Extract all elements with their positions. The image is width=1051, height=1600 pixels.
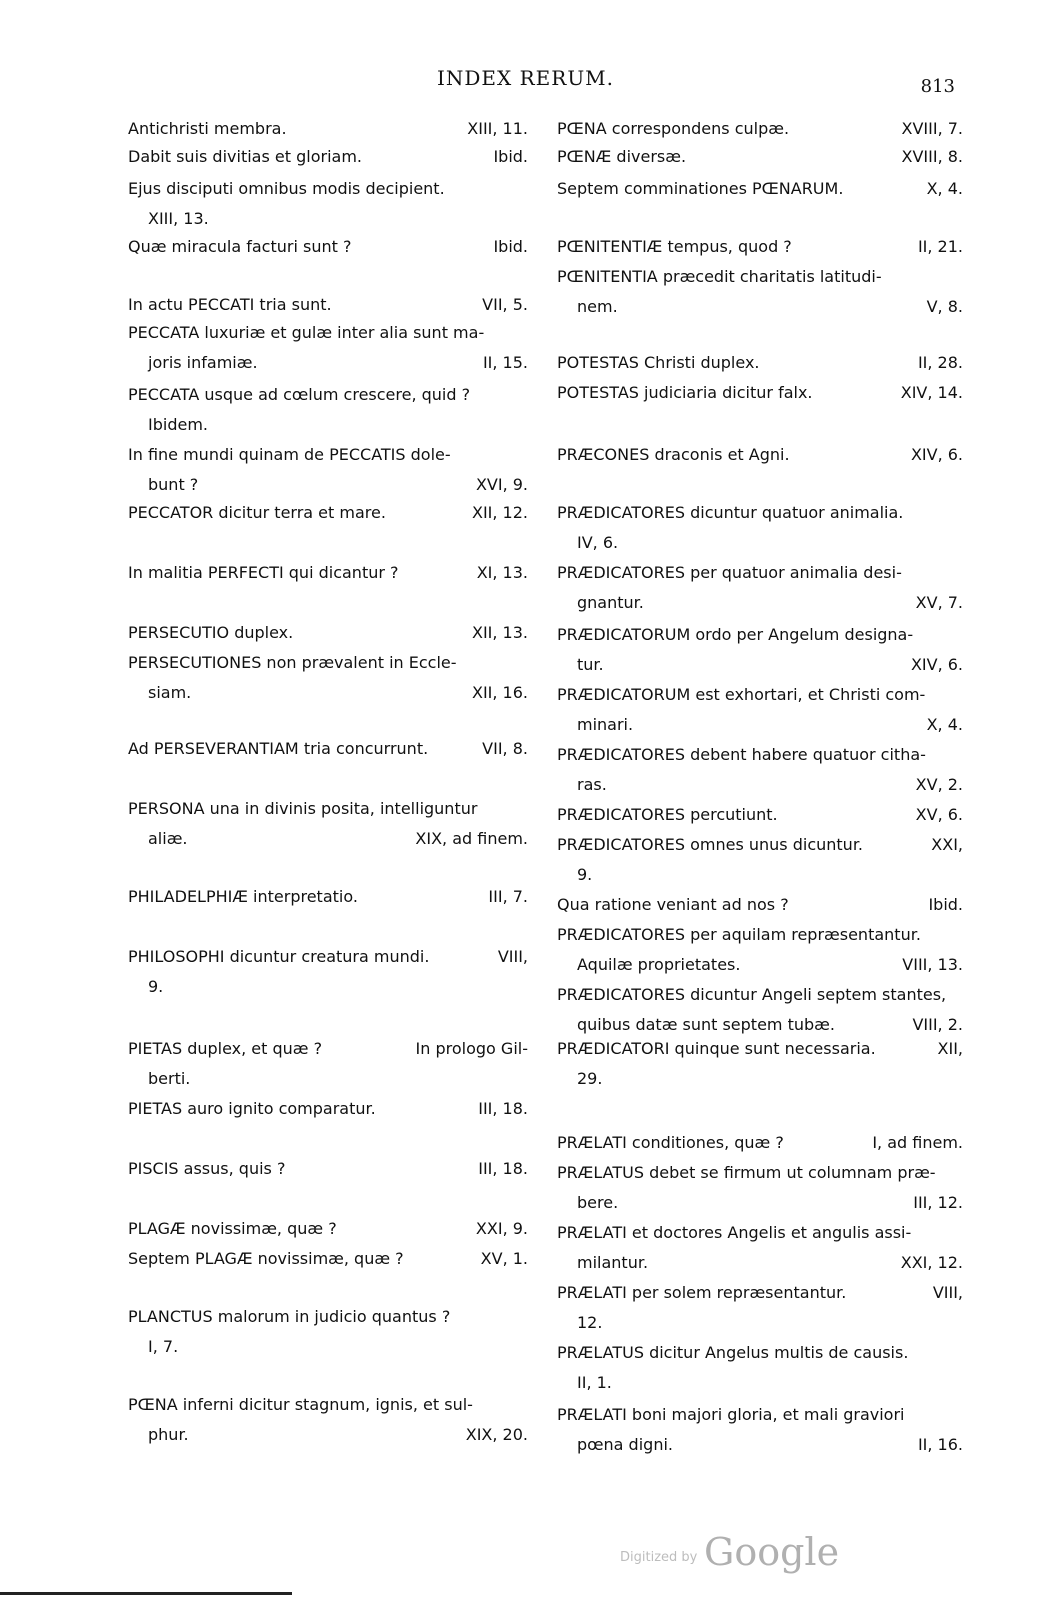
entry-text: PRÆLATI boni majori gloria, et mali graviori — [557, 1405, 905, 1424]
entry-text: PRÆLATUS dicitur Angelus multis de causis. — [557, 1343, 909, 1362]
index-entry — [557, 142, 963, 172]
entry-text: PRÆDICATORES debent habere quatuor citha- — [557, 745, 926, 764]
entry-continuation-text: 12. — [577, 1313, 603, 1332]
entry-continuation-text: II, 1. — [577, 1373, 612, 1392]
index-entry — [128, 380, 528, 440]
entry-text: PECCATA luxuriæ et gulæ inter alia sunt ma- — [128, 323, 485, 342]
entry-continuation — [557, 650, 963, 680]
entry-reference: III, 18. — [478, 1099, 528, 1118]
entry-reference: XV, 7. — [915, 593, 963, 612]
entry-reference: I, ad finem. — [872, 1133, 963, 1152]
entry-continuation — [557, 588, 963, 618]
entry-text: Quæ miracula facturi sunt ? — [128, 237, 352, 256]
entry-reference: II, 16. — [917, 1435, 963, 1454]
index-entry — [128, 648, 528, 708]
entry-text: PRÆDICATORUM ordo per Angelum designa- — [557, 625, 914, 644]
index-entry — [557, 800, 963, 830]
index-entry — [557, 1218, 963, 1278]
index-entry — [557, 920, 963, 980]
index-entry — [557, 174, 963, 204]
index-entry — [128, 174, 528, 234]
index-entry — [557, 558, 963, 618]
entry-reference: II, 28. — [917, 353, 963, 372]
index-entry — [557, 378, 963, 408]
digitized-watermark — [620, 1530, 840, 1580]
entry-text: PHILOSOPHI dicuntur creatura mundi. — [128, 947, 430, 966]
entry-continuation-text: IV, 6. — [577, 533, 619, 552]
entry-reference: III, 12. — [913, 1193, 963, 1212]
entry-reference: XVI, 9. — [475, 475, 528, 494]
entry-continuation — [557, 528, 963, 558]
entry-reference: Ibid. — [493, 237, 528, 256]
entry-continuation — [128, 204, 528, 234]
entry-continuation — [557, 1430, 963, 1460]
entry-reference: VIII, — [932, 1283, 963, 1302]
entry-reference: XXI, — [931, 835, 963, 854]
entry-reference: VIII, 13. — [902, 955, 963, 974]
index-entry — [557, 620, 963, 680]
entry-reference: XIX, ad finem. — [415, 829, 528, 848]
entry-continuation-text: berti. — [148, 1069, 191, 1088]
index-entry — [128, 618, 528, 648]
entry-continuation-text: quibus datæ sunt septem tubæ. — [577, 1015, 835, 1034]
entry-text: PHILADELPHIÆ interpretatio. — [128, 887, 358, 906]
entry-continuation-text: 29. — [577, 1069, 603, 1088]
entry-continuation-text: bere. — [577, 1193, 619, 1212]
entry-continuation — [557, 1368, 963, 1398]
index-entry — [128, 142, 528, 172]
entry-text: PRÆCONES draconis et Agni. — [557, 445, 790, 464]
entry-continuation-text: ras. — [577, 775, 607, 794]
index-entry — [557, 1400, 963, 1460]
entry-text: PRÆLATI per solem repræsentantur. — [557, 1283, 847, 1302]
entry-continuation — [128, 410, 528, 440]
entry-text: PLANCTUS malorum in judicio quantus ? — [128, 1307, 451, 1326]
entry-continuation-text: 9. — [577, 865, 593, 884]
index-entry — [557, 1158, 963, 1218]
entry-continuation — [557, 292, 963, 322]
entry-text: PŒNITENTIÆ tempus, quod ? — [557, 237, 792, 256]
entry-text: PERSECUTIONES non prævalent in Eccle- — [128, 653, 457, 672]
entry-text: Ejus disciputi omnibus modis decipient. — [128, 179, 445, 198]
entry-text: PERSECUTIO duplex. — [128, 623, 294, 642]
index-entry — [128, 290, 528, 320]
index-entry — [557, 114, 963, 144]
entry-reference: XIV, 14. — [900, 383, 963, 402]
entry-reference: III, 18. — [478, 1159, 528, 1178]
entry-continuation-text: Ibidem. — [148, 415, 208, 434]
page-header — [0, 66, 1051, 100]
entry-reference: XVIII, 7. — [901, 119, 963, 138]
entry-text: In fine mundi quinam de PECCATIS dole- — [128, 445, 451, 464]
index-entry — [557, 498, 963, 558]
entry-continuation-text: milantur. — [577, 1253, 649, 1272]
entry-text: PŒNA inferni dicitur stagnum, ignis, et sul- — [128, 1395, 473, 1414]
entry-text: POTESTAS judiciaria dicitur falx. — [557, 383, 813, 402]
index-entry — [557, 1034, 963, 1094]
index-entry — [557, 980, 963, 1040]
entry-continuation — [128, 1332, 528, 1362]
entry-text: In malitia PERFECTI qui dicantur ? — [128, 563, 399, 582]
index-entry — [128, 498, 528, 528]
index-entry — [557, 890, 963, 920]
entry-text: PŒNITENTIA præcedit charitatis latitudi- — [557, 267, 882, 286]
index-entry — [128, 1390, 528, 1450]
entry-reference: XIII, 11. — [467, 119, 528, 138]
entry-continuation — [557, 1188, 963, 1218]
index-entry — [128, 440, 528, 500]
entry-text: PRÆDICATORES omnes unus dicuntur. — [557, 835, 864, 854]
index-entry — [128, 1034, 528, 1094]
entry-text: PLAGÆ novissimæ, quæ ? — [128, 1219, 337, 1238]
entry-text: PRÆDICATORUM est exhortari, et Christi com- — [557, 685, 926, 704]
index-entry — [128, 794, 528, 854]
index-entry — [128, 734, 528, 764]
entry-reference: VIII, — [497, 947, 528, 966]
entry-reference: XIX, 20. — [465, 1425, 528, 1444]
entry-text: POTESTAS Christi duplex. — [557, 353, 760, 372]
index-entry — [128, 232, 528, 262]
index-entry — [557, 1128, 963, 1158]
entry-reference: XII, 13. — [471, 623, 528, 642]
entry-continuation-text: phur. — [148, 1425, 189, 1444]
index-entry — [128, 1154, 528, 1184]
index-entry — [128, 1302, 528, 1362]
index-entry — [128, 318, 528, 378]
bottom-rule — [0, 1592, 292, 1595]
entry-text: PRÆLATUS debet se firmum ut columnam præ- — [557, 1163, 936, 1182]
entry-continuation — [557, 1308, 963, 1338]
entry-continuation-text: I, 7. — [148, 1337, 179, 1356]
index-entry — [128, 114, 528, 144]
entry-continuation — [128, 1420, 528, 1450]
index-entry — [128, 1214, 528, 1244]
page-number: 813 — [920, 76, 955, 97]
entry-text: PECCATA usque ad cœlum crescere, quid ? — [128, 385, 471, 404]
entry-reference: X, 4. — [926, 179, 963, 198]
entry-continuation-text: bunt ? — [148, 475, 199, 494]
entry-continuation-text: nem. — [577, 297, 618, 316]
index-entry — [557, 232, 963, 262]
entry-continuation — [557, 710, 963, 740]
entry-continuation-text: minari. — [577, 715, 634, 734]
entry-continuation — [128, 678, 528, 708]
entry-reference: VII, 5. — [482, 295, 528, 314]
entry-reference: XII, 12. — [471, 503, 528, 522]
entry-reference: XII, 16. — [471, 683, 528, 702]
entry-text: Ad PERSEVERANTIAM tria concurrunt. — [128, 739, 429, 758]
index-entry — [557, 262, 963, 322]
entry-continuation — [128, 348, 528, 378]
watermark-prefix: Digitized by — [620, 1550, 698, 1565]
entry-text: PISCIS assus, quis ? — [128, 1159, 286, 1178]
entry-text: PRÆDICATORES dicuntur quatuor animalia. — [557, 503, 904, 522]
entry-continuation — [557, 860, 963, 890]
index-entry — [557, 830, 963, 890]
entry-text: Antichristi membra. — [128, 119, 287, 138]
entry-text: PRÆDICATORES percutiunt. — [557, 805, 778, 824]
entry-reference: XXI, 9. — [475, 1219, 528, 1238]
entry-reference: XV, 2. — [915, 775, 963, 794]
entry-reference: XV, 1. — [480, 1249, 528, 1268]
entry-continuation-text: gnantur. — [577, 593, 644, 612]
entry-reference: VII, 8. — [482, 739, 528, 758]
entry-continuation-text: aliæ. — [148, 829, 188, 848]
entry-text: PIETAS duplex, et quæ ? — [128, 1039, 323, 1058]
entry-reference: XVIII, 8. — [901, 147, 963, 166]
index-entry — [557, 440, 963, 470]
entry-reference: XII, — [937, 1039, 963, 1058]
entry-reference: II, 15. — [482, 353, 528, 372]
entry-continuation — [557, 1248, 963, 1278]
entry-continuation-text: pœna digni. — [577, 1435, 673, 1454]
entry-continuation-text: tur. — [577, 655, 604, 674]
entry-reference: III, 7. — [488, 887, 528, 906]
entry-text: PRÆDICATORES dicuntur Angeli septem stantes, — [557, 985, 947, 1004]
entry-text: PRÆDICATORES per aquilam repræsentantur. — [557, 925, 921, 944]
entry-continuation — [557, 770, 963, 800]
entry-text: In actu PECCATI tria sunt. — [128, 295, 332, 314]
entry-text: PŒNÆ diversæ. — [557, 147, 687, 166]
entry-continuation — [128, 1064, 528, 1094]
entry-continuation-text: joris infamiæ. — [148, 353, 258, 372]
entry-reference: Ibid. — [928, 895, 963, 914]
page-title: INDEX RERUM. — [436, 66, 615, 90]
entry-text: Septem comminationes PŒNARUM. — [557, 179, 844, 198]
entry-text: PIETAS auro ignito comparatur. — [128, 1099, 376, 1118]
index-entry — [128, 1244, 528, 1274]
entry-reference: X, 4. — [926, 715, 963, 734]
entry-reference: II, 21. — [917, 237, 963, 256]
index-entry — [128, 558, 528, 588]
entry-reference: XV, 6. — [915, 805, 963, 824]
entry-text: Septem PLAGÆ novissimæ, quæ ? — [128, 1249, 404, 1268]
index-entry — [557, 680, 963, 740]
entry-text: PRÆLATI conditiones, quæ ? — [557, 1133, 784, 1152]
entry-continuation — [557, 1064, 963, 1094]
index-entry — [557, 1338, 963, 1398]
entry-continuation — [557, 950, 963, 980]
entry-reference: V, 8. — [926, 297, 963, 316]
index-entry — [557, 740, 963, 800]
entry-text: Qua ratione veniant ad nos ? — [557, 895, 789, 914]
index-entry — [128, 942, 528, 1002]
entry-text: PERSONA una in divinis posita, intelliguntur — [128, 799, 478, 818]
entry-reference: VIII, 2. — [912, 1015, 963, 1034]
watermark-brand: Google — [704, 1530, 840, 1574]
entry-text: PRÆLATI et doctores Angelis et angulis assi- — [557, 1223, 912, 1242]
entry-text: PRÆDICATORES per quatuor animalia desi- — [557, 563, 902, 582]
entry-reference: XXI, 12. — [900, 1253, 963, 1272]
entry-continuation — [128, 824, 528, 854]
entry-continuation-text: 9. — [148, 977, 164, 996]
entry-continuation-text: XIII, 13. — [148, 209, 209, 228]
index-entry — [557, 1278, 963, 1338]
entry-text: PŒNA correspondens culpæ. — [557, 119, 790, 138]
index-entry — [128, 882, 528, 912]
entry-reference: XIV, 6. — [910, 655, 963, 674]
entry-reference: XIV, 6. — [910, 445, 963, 464]
entry-text: PECCATOR dicitur terra et mare. — [128, 503, 386, 522]
index-entry — [128, 1094, 528, 1124]
entry-text: Dabit suis divitias et gloriam. — [128, 147, 362, 166]
entry-continuation-text: Aquilæ proprietates. — [577, 955, 741, 974]
entry-text: PRÆDICATORI quinque sunt necessaria. — [557, 1039, 876, 1058]
index-entry — [557, 348, 963, 378]
entry-continuation-text: siam. — [148, 683, 192, 702]
entry-continuation — [128, 470, 528, 500]
entry-reference: XI, 13. — [476, 563, 528, 582]
entry-reference: In prologo Gil- — [415, 1039, 528, 1058]
entry-reference: Ibid. — [493, 147, 528, 166]
entry-continuation — [128, 972, 528, 1002]
